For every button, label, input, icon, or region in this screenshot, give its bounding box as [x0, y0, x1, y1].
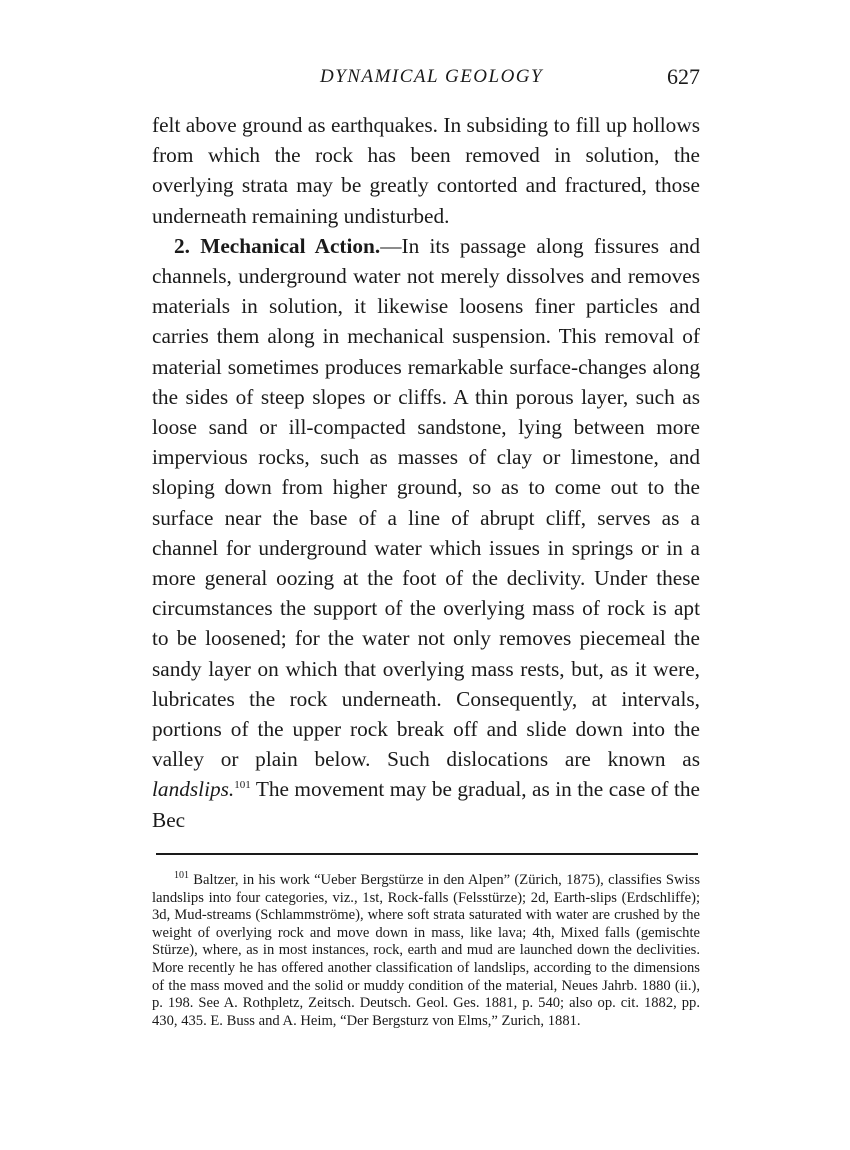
- section-title: 2. Mechanical Action.: [174, 233, 381, 258]
- paragraph-2-text-start: —In its passage along fissures and channels, underground water not merely dissolves and removes materials in solution, it likewise loosens finer particles and carries them along in mechanical suspension. This removal of material sometimes produces remarkable surface-changes along the sides of steep slopes or cliffs. A thin porous layer, such as loose sand or ill-compacted sandstone, lying between more impervious rocks, such as masses of clay or limestone, and sloping down from higher ground, so as to come out to the surface near the base of a line of abrupt cliff, serves as a channel for underground water which issues in springs or in a more general oozing at the foot of the declivity. Under these circumstances the support of the overlying mass of rock is apt to be loosened; for the water not only removes piecemeal the sandy layer on which that overlying mass rests, but, as it were, lubricates the rock underneath. Consequently, at intervals, portions of the upper rock break off and slide down into the valley or plain below. Such dislocations are known as: [152, 233, 700, 772]
- footnote: [152, 872, 700, 1030]
- page-number: 627: [667, 64, 700, 89]
- paragraph-2: [152, 231, 700, 835]
- running-title: DYNAMICAL GEOLOGY: [320, 66, 544, 87]
- footnote-divider: [156, 853, 698, 855]
- page-header: [152, 62, 700, 96]
- paragraph-2-text-end: The movement may be gradual, as in the case of the Bec: [152, 777, 700, 832]
- footnote-text: Baltzer, in his work “Ueber Bergstürze in den Alpen” (Zürich, 1875), classifies Swiss landslips into four categories, viz., 1st, Rock-falls (Felsstürze); 2d, Earth-slips (Erdschliffe); 3d, Mud-streams (Schlammströme), where soft strata saturated with water are crushed by the weight of overlying rock and move down in mass, like lava; 4th, Mixed falls (gemischte Stürze), where, as in most instances, rock, earth and mud are launched down the declivities. More recently he has offered another classification of landslips, according to the dimensions of the mass moved and the solid or muddy condition of the material, Neues Jahrb. 1880 (ii.), p. 198. See A. Rothpletz, Zeitsch. Deutsch. Geol. Ges. 1881, p. 540; also op. cit. 1882, pp. 430, 435. E. Buss and A. Heim, “Der Bergsturz von Elms,” Zurich, 1881.: [152, 872, 700, 1029]
- paragraph-1: felt above ground as earthquakes. In subsiding to fill up hollows from which the rock has been removed in solution, the overlying strata may be greatly contorted and fractured, those underneath remaining undisturbed.: [152, 113, 700, 228]
- footnote-number: 101: [174, 870, 189, 882]
- footnote-reference[interactable]: 101: [234, 779, 251, 792]
- term-landslips: landslips.: [152, 777, 235, 802]
- main-text: [152, 110, 700, 835]
